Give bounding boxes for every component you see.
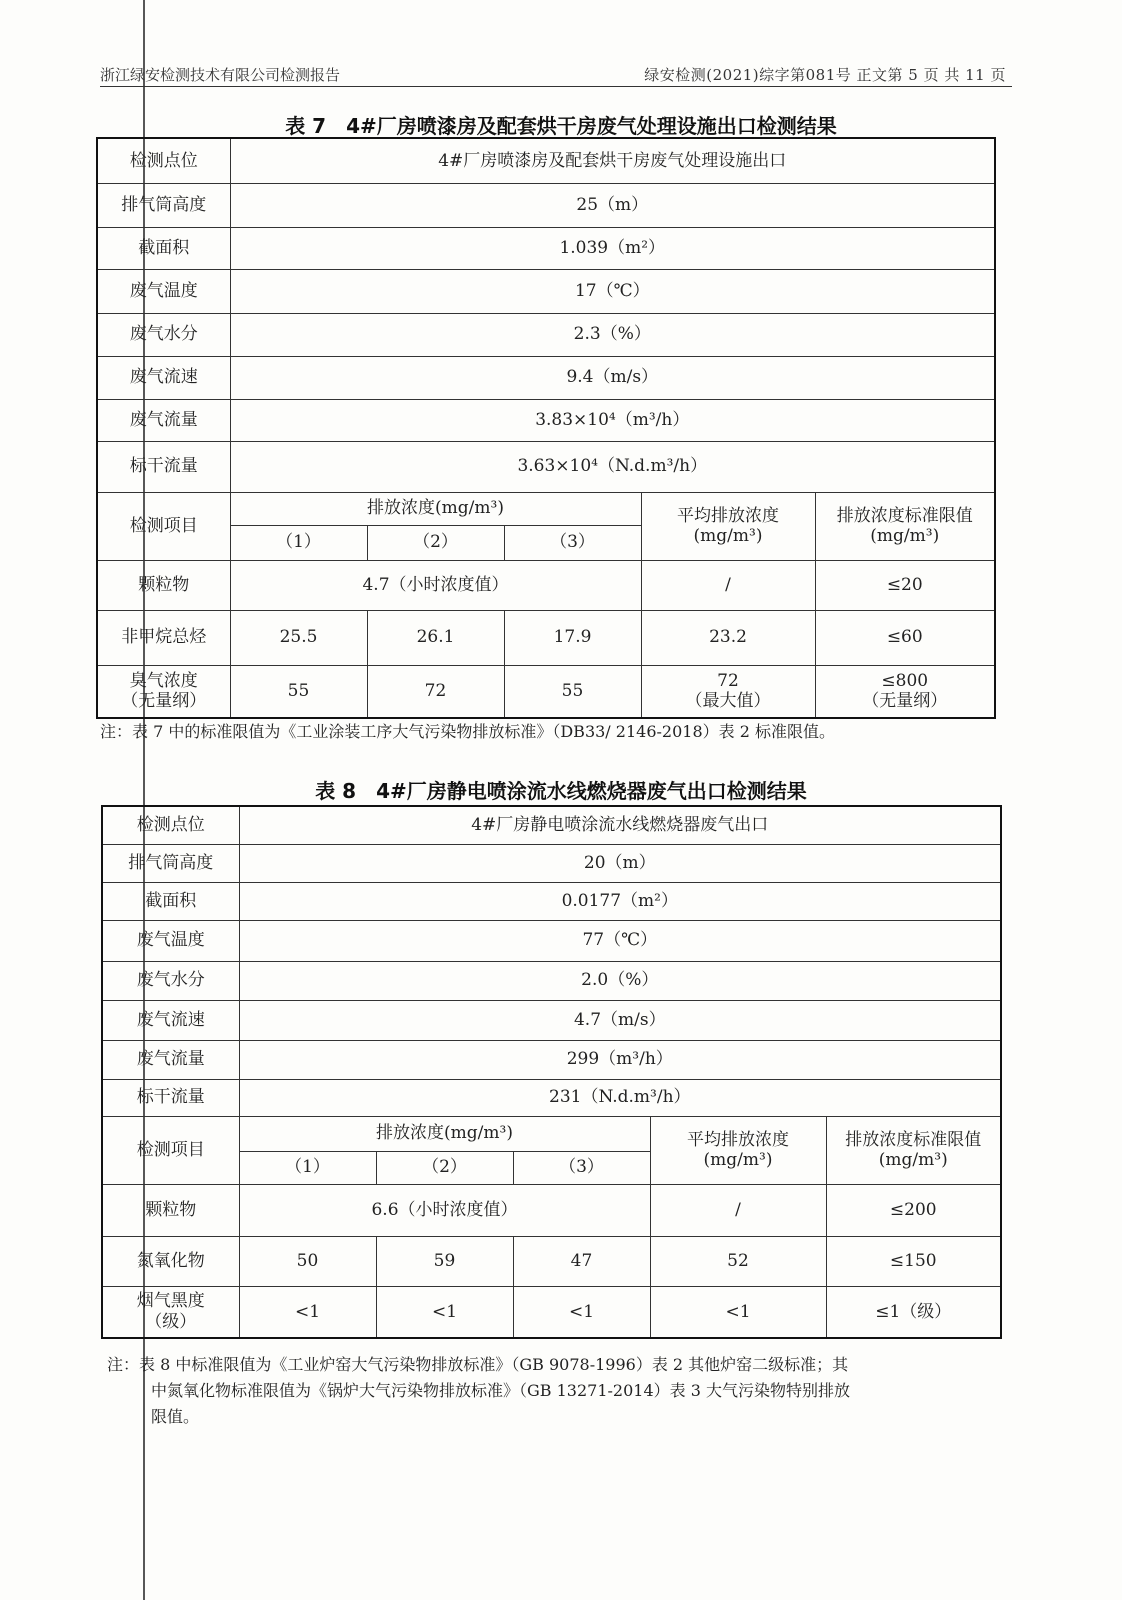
cell-average: <1	[650, 1286, 826, 1338]
row-label: 截面积	[102, 882, 239, 920]
average-header	[650, 1116, 826, 1184]
row-label: 标干流量	[102, 1079, 239, 1116]
item-header: 检测项目	[102, 1116, 239, 1184]
report-number-page: 绿安检测(2021)综字第081号 正文第 5 页 共 11 页	[644, 66, 1006, 84]
company-report-label: 浙江绿安检测技术有限公司检测报告	[100, 66, 341, 84]
cell-limit	[815, 665, 995, 718]
pm-value: 4.7（小时浓度值）	[230, 560, 641, 610]
cell-value: 55	[230, 665, 367, 718]
pm-limit: ≤200	[826, 1184, 1001, 1236]
pm-average: /	[641, 560, 815, 610]
pm-value: 6.6（小时浓度值）	[239, 1184, 650, 1236]
table7	[96, 137, 996, 719]
row-label: 颗粒物	[102, 1184, 239, 1236]
row-label: 排气筒高度	[97, 183, 230, 227]
average-header-line1: 平均排放浓度	[687, 1129, 789, 1150]
table-row	[97, 441, 995, 492]
row-label: 废气温度	[102, 920, 239, 961]
table7-title: 表 7 4#厂房喷漆房及配套烘干房废气处理设施出口检测结果	[285, 114, 837, 138]
cell-limit: ≤60	[815, 610, 995, 665]
row-value: 1.039（m²）	[230, 227, 995, 269]
cell-value: <1	[376, 1286, 513, 1338]
row-label: 废气水分	[102, 961, 239, 1000]
average-header	[641, 492, 815, 560]
cell-value: 55	[504, 665, 641, 718]
row-value: 4.7（m/s）	[239, 1000, 1001, 1040]
limit-header-line1: 排放浓度标准限值	[845, 1129, 982, 1150]
sample-1-header: （1）	[239, 1151, 376, 1184]
cell-value: 72	[367, 665, 504, 718]
row-label: 标干流量	[97, 441, 230, 492]
limit-header-line1: 排放浓度标准限值	[836, 505, 973, 526]
table8	[101, 805, 1002, 1339]
table-row	[102, 1000, 1001, 1040]
table-row	[97, 665, 995, 718]
table-row	[97, 269, 995, 313]
odor-average-line2: （最大值）	[685, 691, 771, 712]
sample-2-header: （2）	[376, 1151, 513, 1184]
row-label: 废气水分	[97, 313, 230, 356]
cell-value: <1	[239, 1286, 376, 1338]
table-row	[102, 882, 1001, 920]
limit-header-line2: (mg/m³)	[870, 526, 940, 546]
page-header	[100, 62, 1012, 87]
row-label: 排气筒高度	[102, 844, 239, 882]
table-row	[102, 1184, 1001, 1236]
table-row	[102, 920, 1001, 961]
cell-average: 23.2	[641, 610, 815, 665]
table-row	[102, 1236, 1001, 1286]
odor-label-line1: 臭气浓度	[129, 670, 198, 691]
row-value: 4#厂房喷漆房及配套烘干房废气处理设施出口	[230, 138, 995, 183]
table-row	[102, 1040, 1001, 1079]
table-row	[97, 560, 995, 610]
odor-average-line1: 72	[717, 670, 739, 691]
table-row	[97, 138, 995, 183]
row-value: 231（N.d.m³/h）	[239, 1079, 1001, 1116]
row-value: 299（m³/h）	[239, 1040, 1001, 1079]
cell-value: 25.5	[230, 610, 367, 665]
table8-note-line2: 中氮氧化物标准限值为《锅炉大气污染物排放标准》（GB 13271-2014）表 3 大气污染物特别排放	[151, 1381, 851, 1400]
sample-2-header: （2）	[367, 525, 504, 560]
row-label: 截面积	[97, 227, 230, 269]
row-label: 非甲烷总烃	[97, 610, 230, 665]
row-value: 77（℃）	[239, 920, 1001, 961]
pm-limit: ≤20	[815, 560, 995, 610]
cell-value: 47	[513, 1236, 650, 1286]
cell-value: <1	[513, 1286, 650, 1338]
row-value: 25（m）	[230, 183, 995, 227]
table8-title: 表 8 4#厂房静电喷涂流水线燃烧器废气出口检测结果	[315, 779, 807, 803]
row-label	[97, 665, 230, 718]
smoke-label-line2: （级）	[145, 1311, 197, 1332]
table-row	[102, 1079, 1001, 1116]
row-value: 4#厂房静电喷涂流水线燃烧器废气出口	[239, 806, 1001, 844]
table-row	[97, 183, 995, 227]
row-value: 9.4（m/s）	[230, 356, 995, 399]
row-label: 检测点位	[102, 806, 239, 844]
row-value: 0.0177（m²）	[239, 882, 1001, 920]
table-row	[97, 313, 995, 356]
row-label: 检测点位	[97, 138, 230, 183]
cell-average	[641, 665, 815, 718]
pm-average: /	[650, 1184, 826, 1236]
row-label: 废气流量	[97, 399, 230, 441]
cell-value: 50	[239, 1236, 376, 1286]
table-row	[97, 356, 995, 399]
cell-limit: ≤150	[826, 1236, 1001, 1286]
row-value: 17（℃）	[230, 269, 995, 313]
odor-label-line2: （无量纲）	[121, 691, 207, 712]
table-row	[102, 844, 1001, 882]
sample-3-header: （3）	[504, 525, 641, 560]
item-header: 检测项目	[97, 492, 230, 560]
row-value: 2.3（%）	[230, 313, 995, 356]
row-label: 废气流速	[102, 1000, 239, 1040]
table-row	[97, 399, 995, 441]
table-row	[102, 1286, 1001, 1338]
table8-note-line3: 限值。	[151, 1407, 200, 1426]
cell-value: 17.9	[504, 610, 641, 665]
table8-note-line1: 注：表 8 中标准限值为《工业炉窑大气污染物排放标准》（GB 9078-1996）表 2 其他炉窑二级标准；其	[107, 1355, 849, 1374]
table-row	[97, 227, 995, 269]
odor-limit-line1: ≤800	[881, 670, 929, 691]
concentration-header: 排放浓度(mg/m³)	[239, 1116, 650, 1151]
cell-average: 52	[650, 1236, 826, 1286]
smoke-label-line1: 烟气黑度	[136, 1291, 205, 1312]
table7-note: 注：表 7 中的标准限值为《工业涂装工序大气污染物排放标准》（DB33/ 2146-2018）表 2 标准限值。	[100, 722, 835, 741]
limit-header	[815, 492, 995, 560]
row-label	[102, 1286, 239, 1338]
cell-limit: ≤1（级）	[826, 1286, 1001, 1338]
row-label: 氮氧化物	[102, 1236, 239, 1286]
row-label: 颗粒物	[97, 560, 230, 610]
table-row	[102, 961, 1001, 1000]
average-header-line2: (mg/m³)	[703, 1150, 773, 1170]
cell-value: 26.1	[367, 610, 504, 665]
row-value: 2.0（%）	[239, 961, 1001, 1000]
row-value: 20（m）	[239, 844, 1001, 882]
average-header-line1: 平均排放浓度	[677, 505, 779, 526]
row-value: 3.63×10⁴（N.d.m³/h）	[230, 441, 995, 492]
odor-limit-line2: （无量纲）	[862, 691, 948, 712]
table-row	[97, 610, 995, 665]
concentration-header: 排放浓度(mg/m³)	[230, 492, 641, 525]
sample-3-header: （3）	[513, 1151, 650, 1184]
row-label: 废气流量	[102, 1040, 239, 1079]
table8-note	[107, 1352, 1007, 1430]
row-label: 废气流速	[97, 356, 230, 399]
limit-header-line2: (mg/m³)	[878, 1150, 948, 1170]
table-row	[102, 806, 1001, 844]
table-header-row	[97, 492, 995, 525]
row-value: 3.83×10⁴（m³/h）	[230, 399, 995, 441]
cell-value: 59	[376, 1236, 513, 1286]
average-header-line2: (mg/m³)	[693, 526, 763, 546]
table-header-row	[102, 1116, 1001, 1151]
sample-1-header: （1）	[230, 525, 367, 560]
row-label: 废气温度	[97, 269, 230, 313]
limit-header	[826, 1116, 1001, 1184]
